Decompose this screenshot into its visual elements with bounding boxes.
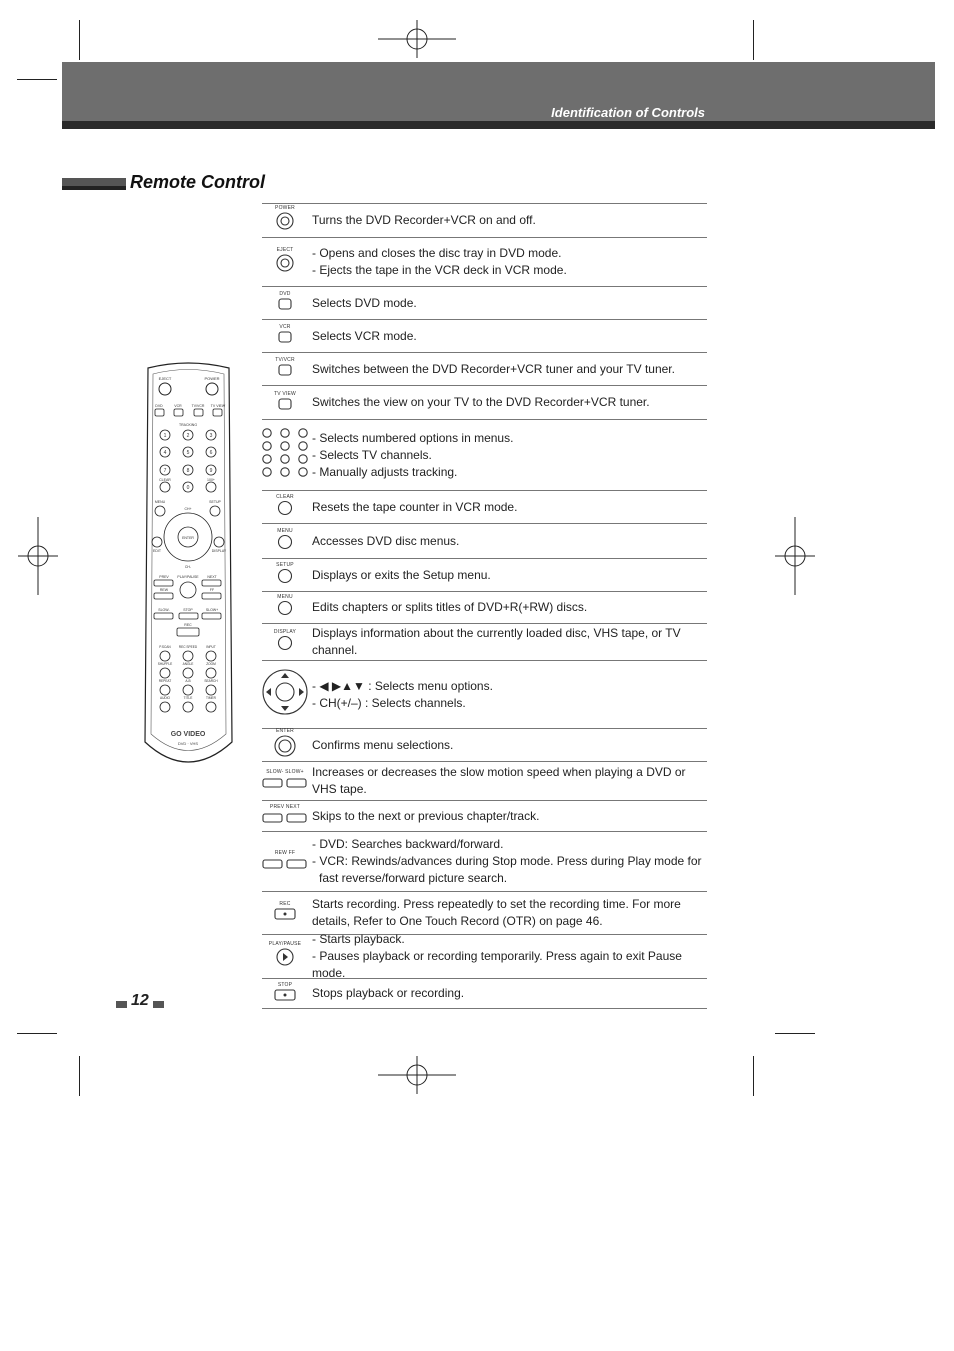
table-row <box>262 762 707 801</box>
description-line: - ◀ ▶▲▼ : Selects menu options. <box>312 678 493 693</box>
row-description <box>308 833 707 890</box>
description-line: - DVD: Searches backward/forward. <box>312 837 504 851</box>
remote-audio-label: AUDIO <box>159 696 171 700</box>
stop-icon <box>274 982 296 1006</box>
row-description <box>308 496 707 519</box>
row-icon-label: SETUP <box>276 561 294 568</box>
row-description <box>308 893 707 933</box>
tv-view-icon <box>274 391 296 415</box>
page-number-marker <box>153 1001 164 1008</box>
row-description <box>308 358 707 381</box>
remote-pscan-label: P.SCAN <box>159 645 171 649</box>
remote-key-8: 8 <box>186 468 190 474</box>
table-row <box>262 801 707 832</box>
remote-repeat-label: REPEAT <box>158 679 172 683</box>
controls-table <box>262 203 707 1009</box>
rew-ff-icon <box>262 850 308 874</box>
remote-key-3: 3 <box>209 433 213 439</box>
description-line: Starts recording. Press repeatedly to set the recording time. For more details, Refer to One Touch Record (OTR) on page 46. <box>312 897 681 928</box>
remote-rew-label: REW <box>159 588 169 592</box>
description-line: - Ejects the tape in the VCR deck in VCR mode. <box>312 263 567 277</box>
remote-search-label: SEARCH <box>204 679 218 683</box>
row-icon-cell <box>262 494 308 521</box>
remote-key-9: 9 <box>209 468 213 474</box>
header-section-title: Identification of Controls <box>551 105 705 120</box>
display-icon <box>274 629 296 656</box>
remote-ab-label: A-B <box>185 679 191 683</box>
row-description <box>308 982 707 1005</box>
table-row <box>262 832 707 892</box>
crop-mark <box>775 1033 815 1034</box>
row-icon-cell <box>262 324 308 348</box>
registration-mark <box>378 20 456 58</box>
row-icon-label: TV VIEW <box>274 390 296 397</box>
table-row <box>262 661 707 729</box>
table-row <box>262 491 707 524</box>
remote-vcr-label: VCR <box>174 404 182 408</box>
table-row <box>262 729 707 762</box>
row-icon-cell <box>262 629 308 656</box>
description-line: Accesses DVD disc menus. <box>312 533 460 548</box>
description-line: Displays or exits the Setup menu. <box>312 567 491 582</box>
header-band <box>62 62 935 124</box>
description-line: - Opens and closes the disc tray in DVD mode. <box>312 246 562 260</box>
remote-key-1: 1 <box>163 433 167 439</box>
row-icon-label: PLAY/PAUSE <box>268 941 302 947</box>
table-row <box>262 592 707 624</box>
remote-slowplus-label: SLOW+ <box>205 608 219 612</box>
row-description <box>308 675 707 715</box>
dvd-icon <box>278 291 292 315</box>
remote-next-label: NEXT <box>207 575 217 579</box>
row-icon-cell <box>262 850 308 874</box>
table-row <box>262 238 707 287</box>
table-row <box>262 353 707 386</box>
row-description <box>308 761 707 801</box>
row-description <box>308 928 707 985</box>
crop-mark <box>753 20 754 60</box>
setup-icon <box>276 562 294 589</box>
play-pause-icon <box>269 941 301 972</box>
page-number-marker <box>116 1001 127 1008</box>
row-description <box>308 622 707 662</box>
slow-icon <box>262 769 308 793</box>
description-line: Selects DVD mode. <box>312 295 417 310</box>
row-icon-label: EJECT <box>276 246 294 253</box>
row-description <box>308 209 707 232</box>
table-row <box>262 559 707 592</box>
remote-tracking-label: TRACKING <box>178 423 198 427</box>
number-keys-icon <box>261 427 309 484</box>
enter-icon <box>273 728 297 763</box>
crop-mark <box>79 20 80 60</box>
row-description <box>308 596 707 619</box>
row-icon-cell <box>262 594 308 621</box>
remote-setup-label: SETUP <box>209 500 221 504</box>
remote-zoom-label: ZOOM <box>206 662 216 666</box>
table-row <box>262 624 707 661</box>
table-row <box>262 979 707 1009</box>
remote-key-5: 5 <box>186 450 190 456</box>
crop-mark <box>753 1056 754 1096</box>
remote-dvd-label: DVD <box>155 404 163 408</box>
row-icon-label: ENTER <box>276 727 294 734</box>
table-row <box>262 524 707 559</box>
description-line: - CH(+/–) : Selects channels. <box>312 695 466 710</box>
crop-mark <box>79 1056 80 1096</box>
row-icon-cell <box>262 357 308 381</box>
remote-tvview-label: TV VIEW <box>210 404 226 408</box>
row-icon-cell <box>262 804 308 828</box>
description-line: Confirms menu selections. <box>312 737 454 752</box>
eject-icon <box>275 247 295 278</box>
table-row <box>262 320 707 353</box>
remote-recspeed-label: REC SPEED <box>178 645 198 649</box>
row-description <box>308 325 707 348</box>
registration-mark <box>378 1056 456 1094</box>
description-line: - VCR: Rewinds/advances during Stop mode. Press during Play mode for <box>312 854 702 868</box>
remote-edit-label: EDIT <box>153 549 161 553</box>
row-icon-label: SLOW- SLOW+ <box>266 769 304 775</box>
row-icon-label: REC <box>279 901 291 907</box>
description-line: Skips to the next or previous chapter/track. <box>312 808 540 823</box>
remote-chplus-label: CH+ <box>184 507 192 511</box>
description-line: Switches between the DVD Recorder+VCR tuner and your TV tuner. <box>312 361 675 376</box>
remote-key-clear: CLEAR <box>159 478 171 482</box>
edit-icon <box>277 594 293 621</box>
table-row <box>262 420 707 491</box>
tv-vcr-icon <box>275 357 295 381</box>
row-icon-label: REW FF <box>274 849 296 856</box>
remote-enter-label: ENTER <box>182 536 194 540</box>
remote-key-0: 0 <box>186 485 190 491</box>
section-marker-underline <box>62 186 126 190</box>
remote-control-illustration <box>140 362 237 772</box>
description-line: fast reverse/forward picture search. <box>319 871 508 885</box>
header-bar <box>62 121 935 129</box>
description-line: Selects VCR mode. <box>312 328 417 343</box>
row-icon-label: STOP <box>277 981 293 988</box>
row-icon-label: CLEAR <box>276 493 294 500</box>
description-line: Edits chapters or splits titles of DVD+R(+RW) discs. <box>312 600 588 614</box>
row-icon-cell <box>262 769 308 793</box>
row-description <box>308 242 707 282</box>
remote-menu-label: MENU <box>154 500 166 504</box>
page-title: Remote Control <box>130 172 265 192</box>
power-icon <box>275 205 295 236</box>
row-icon-cell <box>262 901 308 925</box>
row-icon-cell <box>262 427 308 484</box>
row-icon-label: DVD <box>279 291 291 297</box>
row-icon-label: POWER <box>275 205 295 211</box>
clear-icon <box>276 494 294 521</box>
remote-angle-label: ANGLE <box>182 662 194 666</box>
row-icon-cell <box>262 982 308 1006</box>
table-row <box>262 204 707 238</box>
remote-stop-label: STOP <box>183 608 193 612</box>
remote-ff-label: FF <box>209 588 215 592</box>
remote-power-label: POWER <box>204 376 220 381</box>
remote-title-label: TITLE <box>183 696 193 700</box>
remote-playpause-label: PLAY/PAUSE <box>177 575 199 579</box>
table-row <box>262 287 707 320</box>
remote-key-4: 4 <box>163 450 167 456</box>
row-icon-cell <box>262 247 308 278</box>
rec-icon <box>274 901 296 925</box>
remote-eject-label: EJECT <box>158 376 172 381</box>
remote-slowminus-label: SLOW- <box>158 608 170 612</box>
remote-rec-label: REC <box>184 623 192 627</box>
description-line: Stops playback or recording. <box>312 986 465 1000</box>
description-line: Switches the view on your TV to the DVD Recorder+VCR tuner. <box>312 395 650 409</box>
row-icon-cell <box>262 205 308 236</box>
remote-prev-label: PREV <box>159 575 169 579</box>
description-line: Resets the tape counter in VCR mode. <box>312 499 518 514</box>
row-icon-label: VCR <box>279 324 291 330</box>
row-description <box>308 564 707 587</box>
remote-logos: DVD · VHS <box>177 741 199 746</box>
row-icon-label: TV/VCR <box>275 357 295 363</box>
description-line: Displays information about the currently loaded disc, VHS tape, or TV channel. <box>312 626 681 657</box>
remote-brand: GO VIDEO <box>170 731 206 738</box>
row-icon-cell <box>262 528 308 555</box>
row-icon-cell <box>262 664 308 725</box>
row-description <box>308 292 707 315</box>
row-icon-label: PREV NEXT <box>269 804 301 810</box>
table-row <box>262 386 707 420</box>
description-line: Increases or decreases the slow motion speed when playing a DVD or VHS tape. <box>312 765 686 796</box>
row-icon-label: MENU <box>277 594 293 600</box>
crop-mark <box>17 1033 57 1034</box>
prev-next-icon <box>262 804 308 828</box>
description-line: - Selects numbered options in menus. <box>312 430 514 445</box>
description-line: - Selects TV channels. <box>312 447 432 462</box>
row-description <box>308 427 707 484</box>
row-icon-cell <box>262 941 308 972</box>
description-line: - Pauses playback or recording temporarily. Press again to exit Pause mode. <box>312 949 682 980</box>
registration-mark <box>18 517 58 595</box>
page-number: 12 <box>131 992 149 1009</box>
remote-shuffle-label: SHUFFLE <box>157 662 173 666</box>
remote-key-2: 2 <box>186 433 190 439</box>
vcr-icon <box>278 324 292 348</box>
row-description <box>308 391 707 414</box>
remote-display-label: DISPLAY <box>211 549 227 553</box>
remote-tvvcr-label: TV/VCR <box>191 404 205 408</box>
row-icon-cell <box>262 728 308 763</box>
row-description <box>308 734 707 757</box>
remote-key-100plus: 100+ <box>207 478 215 482</box>
menu-icon <box>277 528 293 555</box>
table-row <box>262 932 707 980</box>
row-description <box>308 530 707 553</box>
row-description <box>308 805 707 828</box>
row-icon-label: DISPLAY <box>273 628 297 635</box>
row-icon-cell <box>262 391 308 415</box>
row-icon-cell <box>262 562 308 589</box>
nav-pad-icon <box>261 664 309 725</box>
description-line: - Manually adjusts tracking. <box>312 464 458 479</box>
remote-input-label: INPUT <box>206 645 216 649</box>
description-line: Turns the DVD Recorder+VCR on and off. <box>312 213 536 227</box>
crop-mark <box>17 79 57 80</box>
remote-key-6: 6 <box>209 450 213 456</box>
registration-mark <box>775 517 815 595</box>
remote-key-7: 7 <box>163 468 167 474</box>
description-line: - Starts playback. <box>312 932 405 946</box>
row-icon-cell <box>262 291 308 315</box>
row-icon-label: MENU <box>277 527 293 534</box>
remote-timer-label: TIMER <box>206 696 216 700</box>
remote-chminus-label: CH- <box>184 565 192 569</box>
